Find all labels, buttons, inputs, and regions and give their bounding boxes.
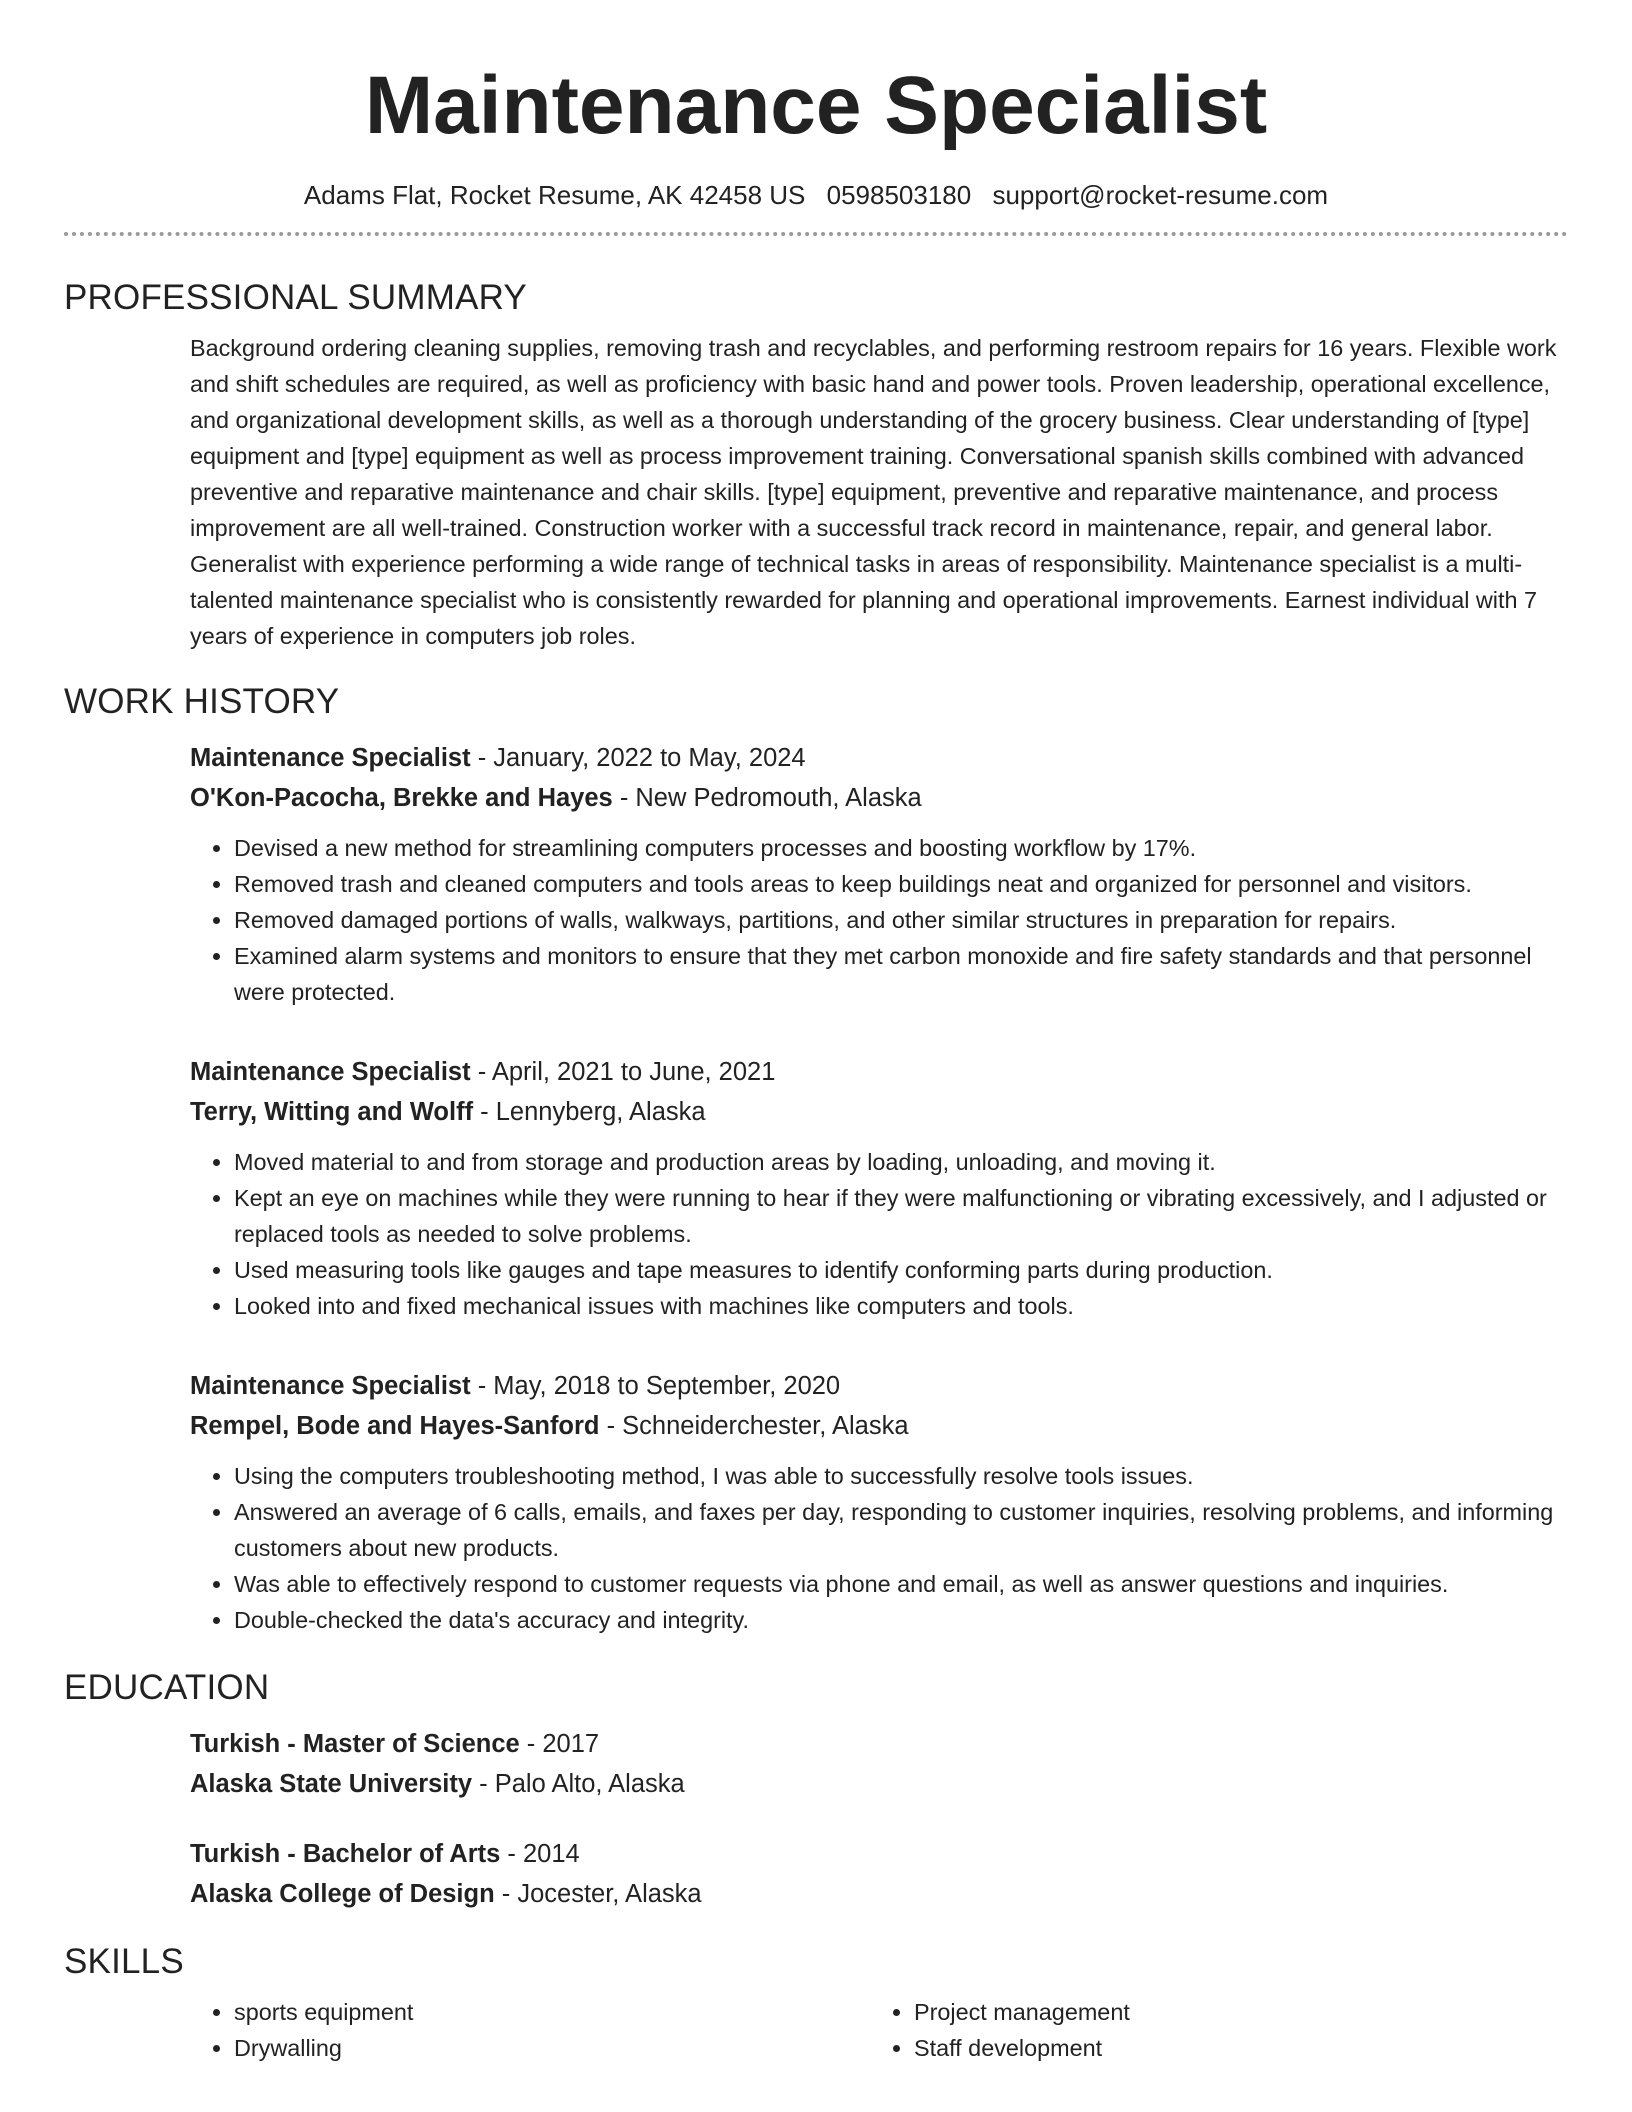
job-entry bbox=[190, 738, 1568, 1010]
job-entry bbox=[190, 1052, 1568, 1324]
job-title-line bbox=[190, 1052, 1568, 1092]
education-entry bbox=[190, 1834, 1568, 1914]
job-bullet: • Examined alarm systems and monitors to ensure that they met carbon monoxide and fire safety standards and that personnel were protected. bbox=[234, 938, 1568, 1010]
work-history-heading: WORK HISTORY bbox=[64, 682, 340, 721]
job-bullets bbox=[190, 830, 1568, 1010]
summary-heading: PROFESSIONAL SUMMARY bbox=[64, 278, 527, 317]
job-bullet: • Answered an average of 6 calls, emails, and faxes per day, responding to customer inquiries, resolving problems, and informing customers about new products. bbox=[234, 1494, 1568, 1566]
skill-item: • Staff development bbox=[914, 2030, 1550, 2066]
degree: Turkish - Bachelor of Arts bbox=[190, 1840, 501, 1868]
skills-column-right bbox=[870, 1994, 1550, 2066]
summary-section bbox=[64, 276, 1568, 654]
school-line bbox=[190, 1874, 1568, 1914]
degree-line bbox=[190, 1724, 1568, 1764]
skill-item: • Drywalling bbox=[234, 2030, 870, 2066]
job-company: Terry, Witting and Wolff bbox=[190, 1098, 474, 1126]
degree-year: - 2017 bbox=[519, 1730, 600, 1758]
job-title: Maintenance Specialist bbox=[190, 1372, 471, 1400]
education-section bbox=[64, 1666, 1568, 1914]
contact-line bbox=[64, 178, 1568, 212]
job-bullet: • Was able to effectively respond to customer requests via phone and email, as well as answer questions and inquiries. bbox=[234, 1566, 1568, 1602]
job-company: O'Kon-Pacocha, Brekke and Hayes bbox=[190, 784, 613, 812]
job-company-line bbox=[190, 778, 1568, 818]
work-history-section bbox=[64, 680, 1568, 1638]
job-location: - Schneiderchester, Alaska bbox=[599, 1412, 909, 1440]
job-entry bbox=[190, 1366, 1568, 1638]
job-bullet: • Using the computers troubleshooting method, I was able to successfully resolve tools issues. bbox=[234, 1458, 1568, 1494]
job-location: - Lennyberg, Alaska bbox=[473, 1098, 706, 1126]
job-title-line bbox=[190, 738, 1568, 778]
degree-line bbox=[190, 1834, 1568, 1874]
job-location: - New Pedromouth, Alaska bbox=[612, 784, 922, 812]
job-bullet: • Removed damaged portions of walls, walkways, partitions, and other similar structures in preparation for repairs. bbox=[234, 902, 1568, 938]
skill-item: • sports equipment bbox=[234, 1994, 870, 2030]
degree: Turkish - Master of Science bbox=[190, 1730, 520, 1758]
job-title-line bbox=[190, 1366, 1568, 1406]
job-bullet: • Used measuring tools like gauges and tape measures to identify conforming parts during production. bbox=[234, 1252, 1568, 1288]
job-dates: - May, 2018 to September, 2020 bbox=[470, 1372, 841, 1400]
skills-section bbox=[64, 1940, 1568, 2066]
candidate-name: Maintenance Specialist bbox=[364, 60, 1268, 151]
job-company-line bbox=[190, 1092, 1568, 1132]
job-company-line bbox=[190, 1406, 1568, 1446]
school-line bbox=[190, 1764, 1568, 1804]
contact-email: support@rocket-resume.com bbox=[992, 180, 1329, 210]
contact-address: Adams Flat, Rocket Resume, AK 42458 US bbox=[303, 180, 806, 210]
job-bullet: • Looked into and fixed mechanical issues with machines like computers and tools. bbox=[234, 1288, 1568, 1324]
job-company: Rempel, Bode and Hayes-Sanford bbox=[190, 1412, 600, 1440]
education-entry bbox=[190, 1724, 1568, 1804]
summary-text: Background ordering cleaning supplies, removing trash and recyclables, and performing restroom repairs for 16 years. Flexible work and shift schedules are required, as well as proficiency with basic hand and power tools. Proven leadership, operational excellence, and organizational development skills, as well as a thorough understanding of the grocery business. Clear understanding of [type] equipment and [type] equipment as well as process improvement training. Conversational spanish skills combined with advanced preventive and reparative maintenance and chair skills. [type] equipment, preventive and reparative maintenance, and process improvement are all well-trained. Construction worker with a successful track record in maintenance, repair, and general labor. Generalist with experience performing a wide range of technical tasks in areas of responsibility. Maintenance specialist is a multi-talented maintenance specialist who is consistently rewarded for planning and operational improvements. Earnest individual with 7 years of experience in computers job roles. bbox=[190, 335, 1557, 649]
job-title: Maintenance Specialist bbox=[190, 744, 471, 772]
school-location: - Jocester, Alaska bbox=[494, 1880, 702, 1908]
job-dates: - April, 2021 to June, 2021 bbox=[470, 1058, 776, 1086]
job-bullet: • Devised a new method for streamlining computers processes and boosting workflow by 17%. bbox=[234, 830, 1568, 866]
school: Alaska College of Design bbox=[190, 1880, 495, 1908]
job-bullet: • Removed trash and cleaned computers and tools areas to keep buildings neat and organized for personnel and visitors. bbox=[234, 866, 1568, 902]
education-heading: EDUCATION bbox=[64, 1668, 270, 1707]
header-divider bbox=[64, 232, 1568, 236]
school-location: - Palo Alto, Alaska bbox=[472, 1770, 685, 1798]
contact-phone: 0598503180 bbox=[826, 180, 972, 210]
job-title: Maintenance Specialist bbox=[190, 1058, 471, 1086]
job-bullet: • Double-checked the data's accuracy and integrity. bbox=[234, 1602, 1568, 1638]
skills-column-left bbox=[190, 1994, 870, 2066]
job-dates: - January, 2022 to May, 2024 bbox=[470, 744, 806, 772]
skills-heading: SKILLS bbox=[64, 1942, 184, 1981]
skill-item: • Project management bbox=[914, 1994, 1550, 2030]
job-bullet: • Moved material to and from storage and production areas by loading, unloading, and moving it. bbox=[234, 1144, 1568, 1180]
skills-grid bbox=[190, 1994, 1568, 2066]
job-bullet: • Kept an eye on machines while they were running to hear if they were malfunctioning or vibrating excessively, and I adjusted or replaced tools as needed to solve problems. bbox=[234, 1180, 1568, 1252]
job-bullets bbox=[190, 1144, 1568, 1324]
degree-year: - 2014 bbox=[500, 1840, 580, 1868]
school: Alaska State University bbox=[190, 1770, 473, 1798]
job-bullets bbox=[190, 1458, 1568, 1638]
